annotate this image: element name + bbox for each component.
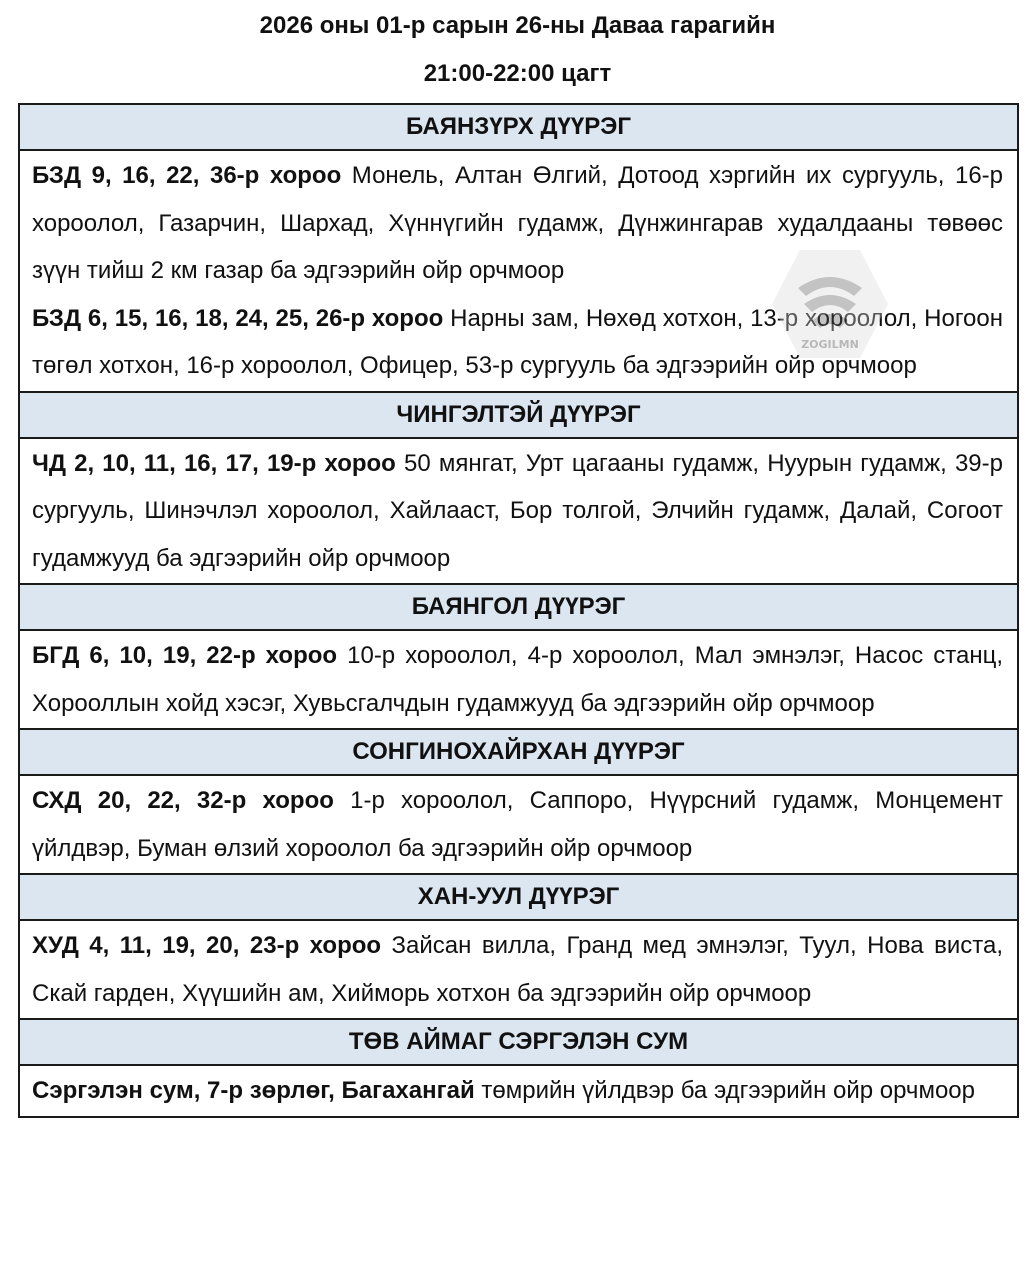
area-locations: 50 мянгат, Урт цагааны гудамж, Нуурын гудамж, 39-р сургууль, Шинэчлэл хороолол, Хайлааст, Бор толгой, Элчийн гудамж, Далай, Согоот гудамжууд ба эдгээрийн ойр орчмоор (32, 449, 1003, 572)
area-committee: Сэргэлэн сум, 7-р зөрлөг, Багахангай (32, 1077, 475, 1104)
district-body-row (19, 438, 1018, 585)
area-committee: СХД 20, 22, 32-р хороо (32, 787, 334, 814)
area-committee: БЗД 6, 15, 16, 18, 24, 25, 26-р хороо (32, 304, 444, 332)
district-title: СОНГИНОХАЙРХАН ДҮҮРЭГ (19, 729, 1018, 775)
area-locations: Нарны зам, Нөхөд хотхон, 13-р хороолол, Ногоон төгөл хотхон, 16-р хороолол, Офицер, 53-р сургууль ба эдгээрийн ойр орчмоор (32, 304, 1003, 379)
area-locations: 10-р хороолол, 4-р хороолол, Мал эмнэлэг, Насос станц, Хорооллын хойд хэсэг, Хувьсгалчдын гудамжууд ба эдгээрийн ойр орчмоор (32, 642, 1003, 717)
area-entry (32, 440, 1003, 583)
watermark-text: ZOGILMN (801, 338, 859, 351)
district-body (19, 150, 1018, 392)
district-header-row (19, 584, 1018, 630)
district-title: ЧИНГЭЛТЭЙ ДҮҮРЭГ (19, 392, 1018, 438)
district-title: БАЯНГОЛ ДҮҮРЭГ (19, 584, 1018, 630)
area-locations: төмрийн үйлдвэр ба эдгээрийн ойр орчмоор (474, 1077, 975, 1104)
area-entry (32, 152, 1003, 295)
header-date: 2026 оны 01-р сарын 26-ны Даваа гарагийн (259, 12, 776, 39)
district-body-row (19, 150, 1018, 392)
district-body-row (19, 1065, 1018, 1117)
outage-schedule-table (18, 103, 1019, 1118)
district-body (19, 630, 1018, 729)
district-title: ХАН-УУЛ ДҮҮРЭГ (19, 874, 1018, 920)
district-header-row (19, 874, 1018, 920)
area-entry (32, 1067, 1003, 1115)
area-entry (32, 777, 1003, 872)
area-locations: Зайсан вилла, Гранд мед эмнэлэг, Туул, Нова виста, Скай гарден, Хүүшийн ам, Хийморь хотхон ба эдгээрийн ойр орчмоор (32, 932, 1004, 1007)
district-title: ТӨВ АЙМАГ СЭРГЭЛЭН СУМ (19, 1019, 1018, 1065)
area-locations: 1-р хороолол, Саппоро, Нүүрсний гудамж, Монцемент үйлдвэр, Буман өлзий хороолол ба эдгээрийн ойр орчмоор (32, 787, 1003, 862)
district-header-row (19, 729, 1018, 775)
district-body (19, 920, 1018, 1019)
area-entry (32, 632, 1003, 727)
area-locations: Монель, Алтан Өлгий, Дотоод хэргийн их сургууль, 16-р хороолол, Газарчин, Шархад, Хүннүгийн гудамж, Дүнжингарав худалдааны төвөөс зүүн тийш 2 км газар ба эдгээрийн ойр орчмоор (32, 162, 1004, 284)
district-body-row (19, 630, 1018, 729)
district-title: БАЯНЗҮРХ ДҮҮРЭГ (19, 104, 1018, 150)
area-entry (32, 922, 1003, 1017)
district-body (19, 438, 1018, 585)
area-committee: ХУД 4, 11, 19, 20, 23-р хороо (32, 932, 382, 959)
district-header-row (19, 392, 1018, 438)
district-body-row (19, 775, 1018, 874)
area-committee: ЧД 2, 10, 11, 16, 17, 19-р хороо (32, 449, 396, 477)
header-time: 21:00-22:00 цагт (423, 60, 612, 87)
area-committee: БЗД 9, 16, 22, 36-р хороо (32, 162, 342, 189)
district-body (19, 1065, 1018, 1117)
district-header-row (19, 1019, 1018, 1065)
area-committee: БГД 6, 10, 19, 22-р хороо (32, 642, 338, 669)
district-header-row (19, 104, 1018, 150)
district-body (19, 775, 1018, 874)
district-body-row (19, 920, 1018, 1019)
area-entry (32, 295, 1003, 390)
